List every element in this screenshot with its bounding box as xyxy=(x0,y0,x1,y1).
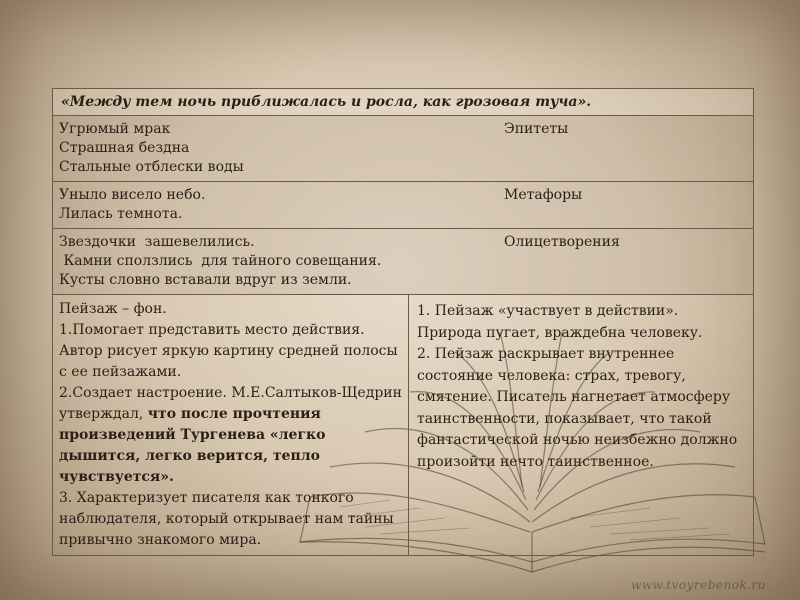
example-line: Камни сползлись для тайного совещания. xyxy=(59,253,382,269)
example-line: Лилась темнота. xyxy=(59,206,183,222)
examples-cell xyxy=(59,120,504,177)
paragraph-text: 2.Создает настроение. М.Е.Салтыков-Щедрин утверждал, xyxy=(59,385,402,422)
table-row xyxy=(53,116,753,182)
paragraph: 3. Характеризует писателя как тонкого наблюдателя, который открывает нам тайны привычно знакомого мира. xyxy=(59,490,394,548)
bold-quote: что после прочтения произведений Тургенева «легко дышится, легко верится, тепло чувствуется». xyxy=(59,406,326,485)
example-line: Угрюмый мрак xyxy=(59,121,171,137)
paragraph xyxy=(59,383,402,488)
landscape-role-cell xyxy=(409,295,753,555)
quote-row xyxy=(53,89,753,116)
device-label: Олицетворения xyxy=(504,234,620,250)
paragraph: Пейзаж – фон. xyxy=(59,301,167,317)
quote-text: «Между тем ночь приближалась и росла, как грозовая туча». xyxy=(61,94,592,110)
device-label: Эпитеты xyxy=(504,121,569,137)
device-cell xyxy=(504,233,747,290)
example-line: Кусты словно вставали вдруг из земли. xyxy=(59,272,352,288)
device-label: Метафоры xyxy=(504,187,583,203)
example-line: Страшная бездна xyxy=(59,140,190,156)
example-line: Стальные отблески воды xyxy=(59,159,244,175)
examples-cell xyxy=(59,233,504,290)
watermark-text: www.tvoyrebenok.ru xyxy=(631,578,766,592)
paragraph: 1.Помогает представить место действия. Автор рисует яркую картину средней полосы с ее пейзажами. xyxy=(59,322,398,380)
analysis-table xyxy=(52,88,754,556)
examples-cell xyxy=(59,186,504,224)
example-line: Звездочки зашевелились. xyxy=(59,234,255,250)
table-row xyxy=(53,295,753,555)
paragraph: 2. Пейзаж раскрывает внутреннее состояние человека: страх, тревогу, смятение. Писатель нагнетает атмосферу таинственности, показывает, что такой фантастической ночью неизбежно должно произойти нечто таинственное. xyxy=(417,346,738,470)
table-row xyxy=(53,229,753,295)
example-line: Уныло висело небо. xyxy=(59,187,206,203)
paragraph: 1. Пейзаж «участвует в действии». Природа пугает, враждебна человеку. xyxy=(417,303,703,341)
landscape-functions-cell xyxy=(53,295,409,555)
device-cell xyxy=(504,120,747,177)
table-row xyxy=(53,182,753,229)
device-cell xyxy=(504,186,747,224)
